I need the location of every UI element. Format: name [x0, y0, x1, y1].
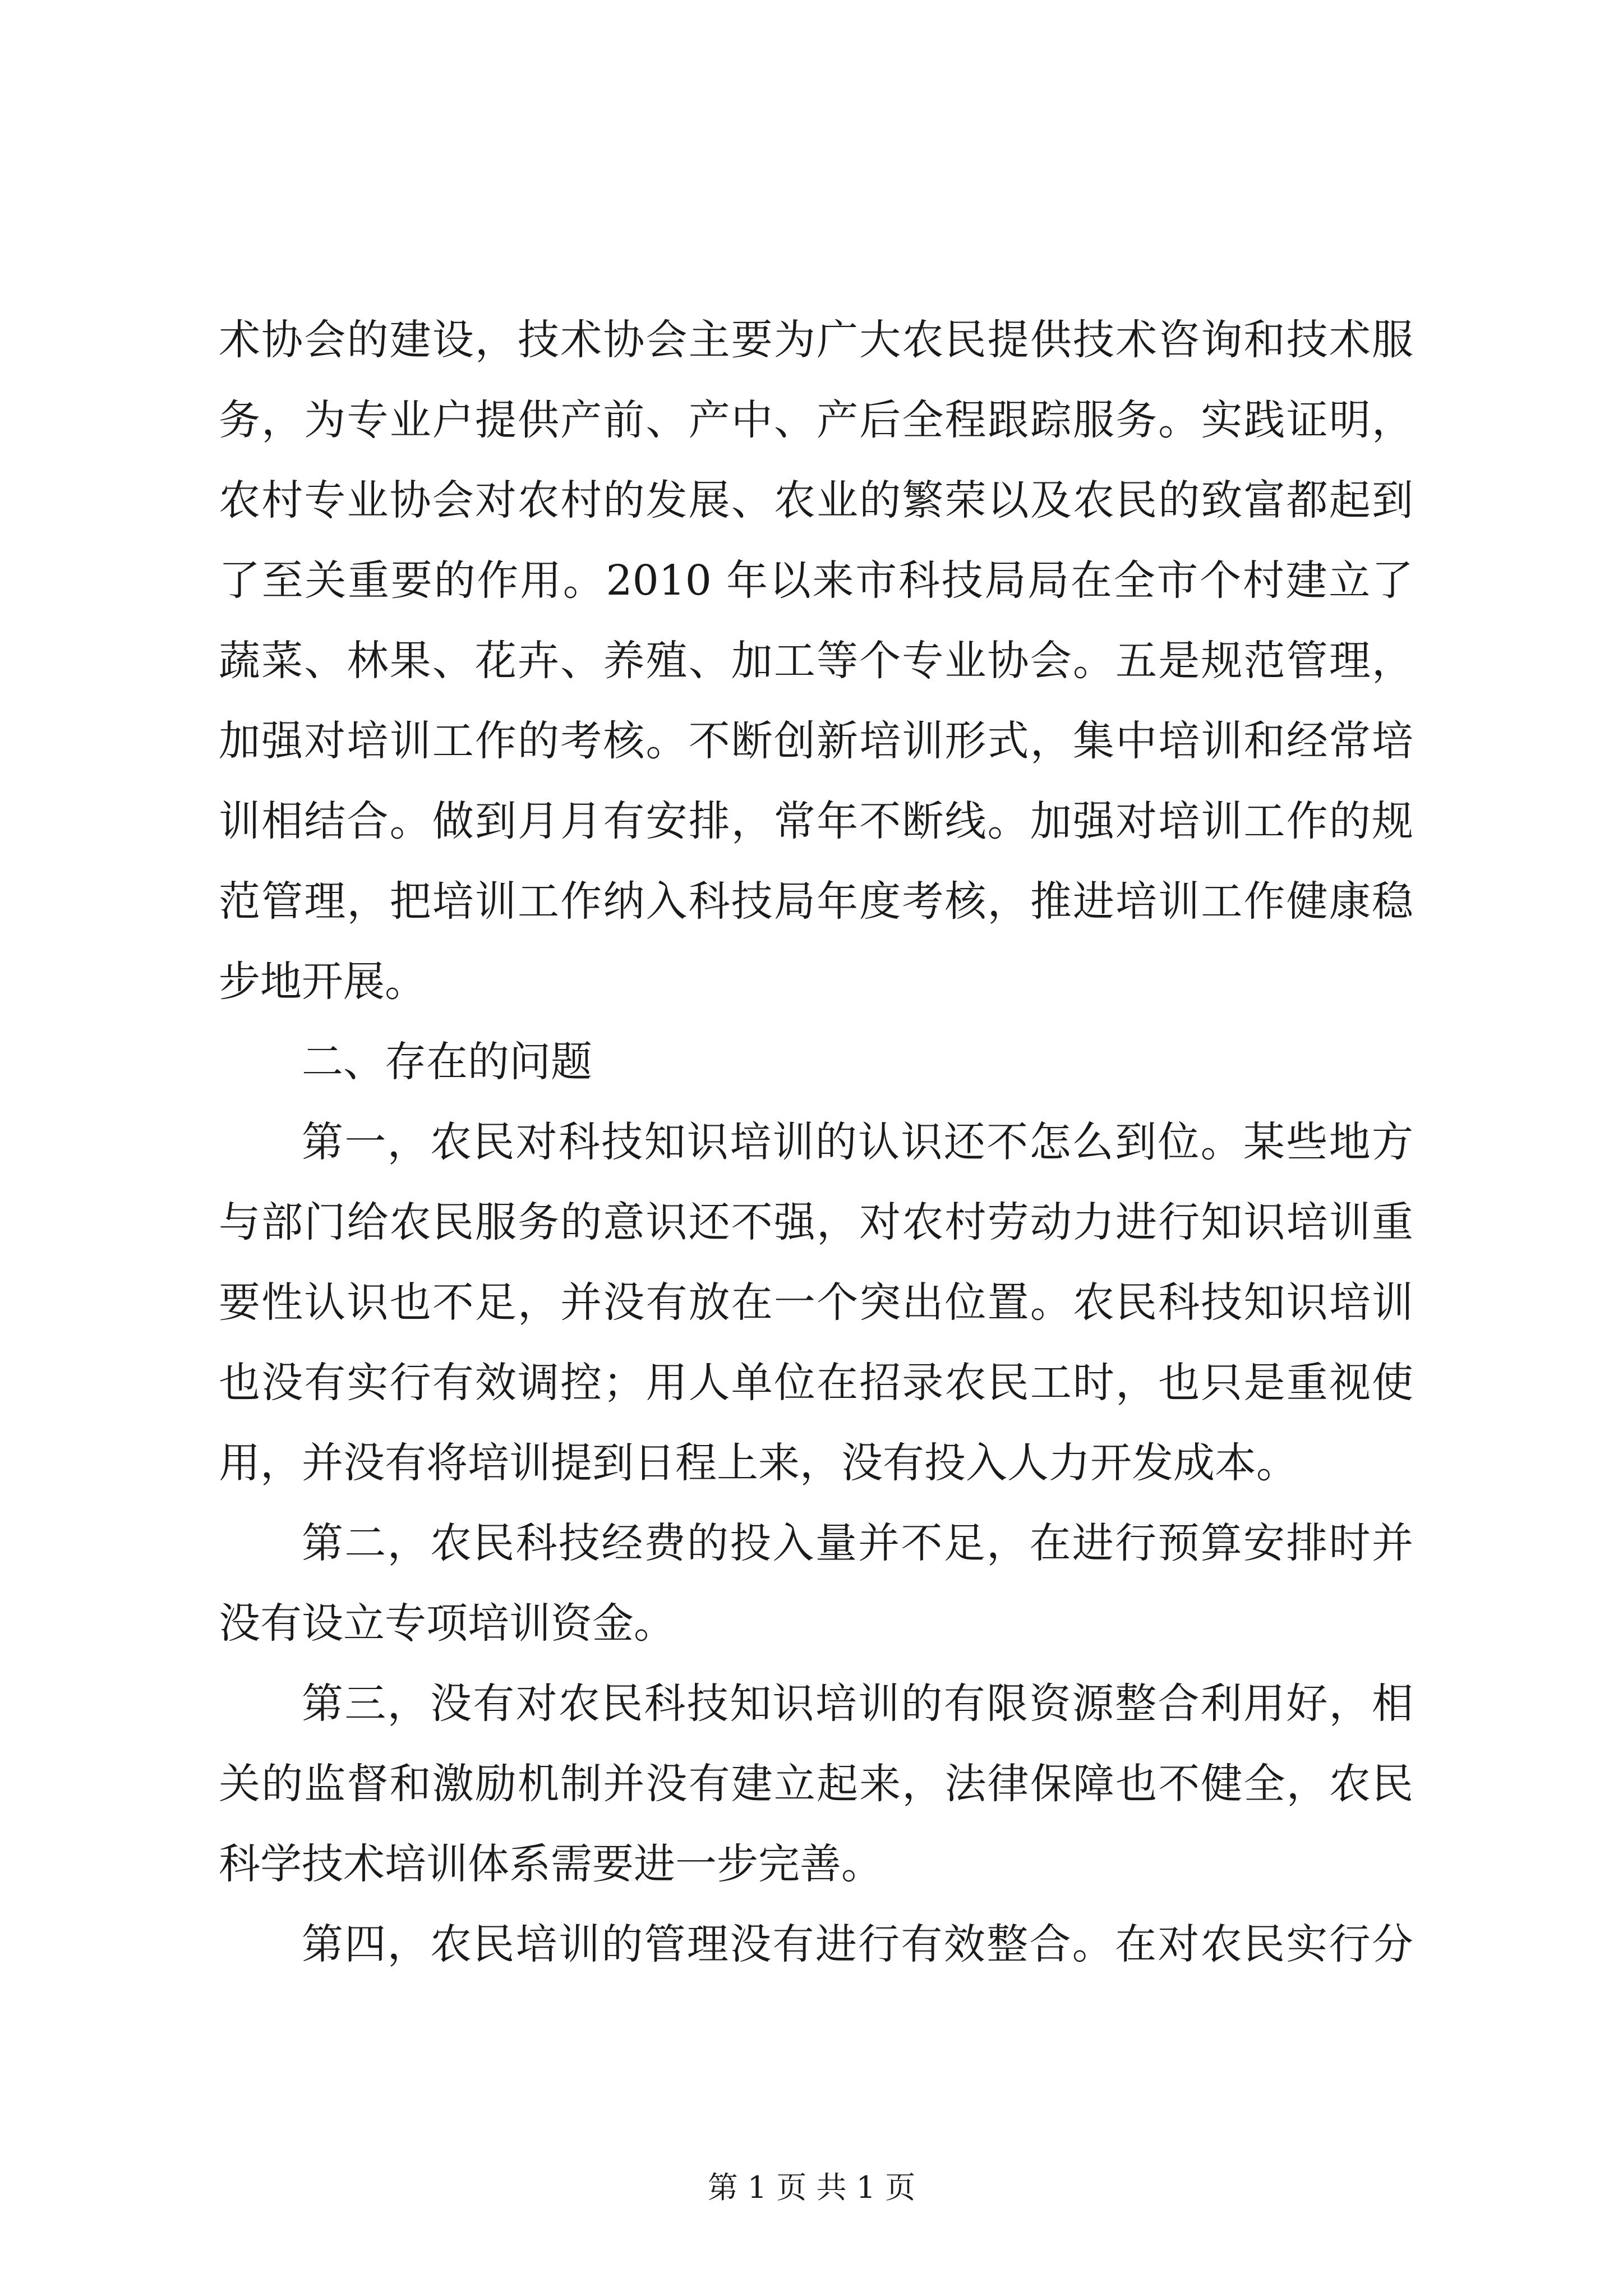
body-line: 蔬菜、林果、花卉、养殖、加工等个专业协会。五是规范管理， [219, 637, 1413, 685]
body-line: 了至关重要的作用。2010 年以来市科技局局在全市个村建立了 [219, 556, 1413, 605]
section-heading: 二、存在的问题 [302, 1038, 592, 1086]
body-line: 与部门给农民服务的意识还不强，对农村劳动力进行知识培训重 [219, 1198, 1413, 1246]
body-line: 第一，农民对科技知识培训的认识还不怎么到位。某些地方 [302, 1118, 1413, 1166]
body-line: 没有设立专项培训资金。 [219, 1599, 675, 1648]
body-line: 第四，农民培训的管理没有进行有效整合。在对农民实行分 [302, 1920, 1413, 1968]
page-footer: 第 1 页 共 1 页 [707, 2170, 916, 2205]
body-line: 第三，没有对农民科技知识培训的有限资源整合利用好，相 [302, 1680, 1413, 1728]
body-line: 训相结合。做到月月有安排，常年不断线。加强对培训工作的规 [219, 797, 1413, 845]
body-line: 术协会的建设，技术协会主要为广大农民提供技术咨询和技术服 [219, 316, 1413, 364]
body-line: 步地开展。 [219, 958, 426, 1006]
body-line: 用，并没有将培训提到日程上来，没有投入人力开发成本。 [219, 1439, 1298, 1487]
body-line: 第二，农民科技经费的投入量并不足，在进行预算安排时并 [302, 1519, 1413, 1567]
body-line: 加强对培训工作的考核。不断创新培训形式，集中培训和经常培 [219, 717, 1413, 765]
body-line: 范管理，把培训工作纳入科技局年度考核，推进培训工作健康稳 [219, 877, 1413, 926]
body-line: 关的监督和激励机制并没有建立起来，法律保障也不健全，农民 [219, 1760, 1413, 1808]
body-line: 科学技术培训体系需要进一步完善。 [219, 1840, 883, 1888]
body-line: 农村专业协会对农村的发展、农业的繁荣以及农民的致富都起到 [219, 476, 1413, 524]
document-body [219, 300, 1413, 1985]
body-line: 务，为专业户提供产前、产中、产后全程跟踪服务。实践证明， [219, 396, 1413, 444]
body-line: 要性认识也不足，并没有放在一个突出位置。农民科技知识培训 [219, 1278, 1413, 1327]
body-line: 也没有实行有效调控；用人单位在招录农民工时，也只是重视使 [219, 1359, 1413, 1407]
